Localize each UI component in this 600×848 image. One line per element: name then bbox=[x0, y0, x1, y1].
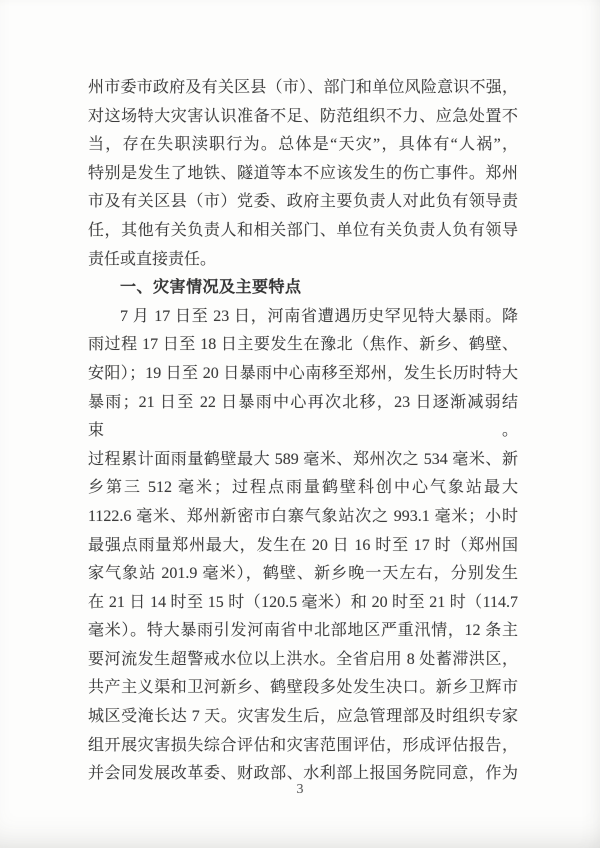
section-heading: 一、灾害情况及主要特点 bbox=[120, 279, 302, 297]
text-line: 任，其他有关负责人和相关部门、单位有关负责人负有领导 bbox=[88, 221, 518, 239]
text-line: 安阳）；19 日至 20 日暴雨中心南移至郑州，发生长历时特大 bbox=[88, 364, 518, 382]
text-line: 组开展灾害损失综合评估和灾害范围评估，形成评估报告， bbox=[88, 736, 518, 754]
text-line: 共产主义渠和卫河新乡、鹤壁段多处发生决口。新乡卫辉市 bbox=[88, 679, 518, 697]
text-line: 责任或直接责任。 bbox=[88, 250, 217, 268]
text-line: 家气象站 201.9 毫米），鹤壁、新乡晚一天左右，分别发生 bbox=[88, 565, 518, 583]
text-line: 城区受淹长达 7 天。灾害发生后，应急管理部及时组织专家 bbox=[88, 708, 518, 726]
text-line: 毫米）。特大暴雨引发河南省中北部地区严重汛情，12 条主 bbox=[88, 622, 518, 640]
text-line: 最强点雨量郑州最大，发生在 20 日 16 时至 17 时（郑州国 bbox=[88, 536, 518, 554]
text-line: 特别是发生了地铁、隧道等本不应该发生的伤亡事件。郑州 bbox=[88, 164, 518, 182]
text-line: 州市委市政府及有关区县（市）、部门和单位风险意识不强， bbox=[88, 79, 518, 96]
text-line: 雨过程 17 日至 18 日主要发生在豫北（焦作、新乡、鹤壁、 bbox=[88, 336, 518, 354]
text-line: 过程累计面雨量鹤壁最大 589 毫米、郑州次之 534 毫米、新 bbox=[88, 450, 518, 468]
page-number: 3 bbox=[296, 782, 304, 797]
text-line: 对这场特大灾害认识准备不足、防范组织不力、应急处置不 bbox=[88, 107, 518, 125]
text-line: 在 21 日 14 时至 15 时（120.5 毫米）和 20 时至 21 时（114.7 bbox=[88, 593, 518, 611]
text-line: 市及有关区县（市）党委、政府主要负责人对此负有领导责 bbox=[88, 193, 518, 211]
text-line: 1122.6 毫米、郑州新密市白寨气象站次之 993.1 毫米；小时 bbox=[88, 507, 518, 525]
document-body bbox=[88, 74, 518, 789]
text-line: 当，存在失职渎职行为。总体是“天灾”，具体有“人祸”， bbox=[88, 136, 518, 154]
text-line: 并会同发展改革委、财政部、水利部上报国务院同意，作为 bbox=[88, 765, 518, 783]
text-line: 要河流发生超警戒水位以上洪水。全省启用 8 处蓄滞洪区， bbox=[88, 650, 518, 668]
text-line: 暴雨；21 日至 22 日暴雨中心再次北移，23 日逐渐减弱结束。 bbox=[88, 393, 518, 440]
text-line: 7 月 17 日至 23 日，河南省遭遇历史罕见特大暴雨。降 bbox=[120, 307, 518, 325]
text-line: 乡第三 512 毫米；过程点雨量鹤壁科创中心气象站最大 bbox=[88, 479, 518, 497]
